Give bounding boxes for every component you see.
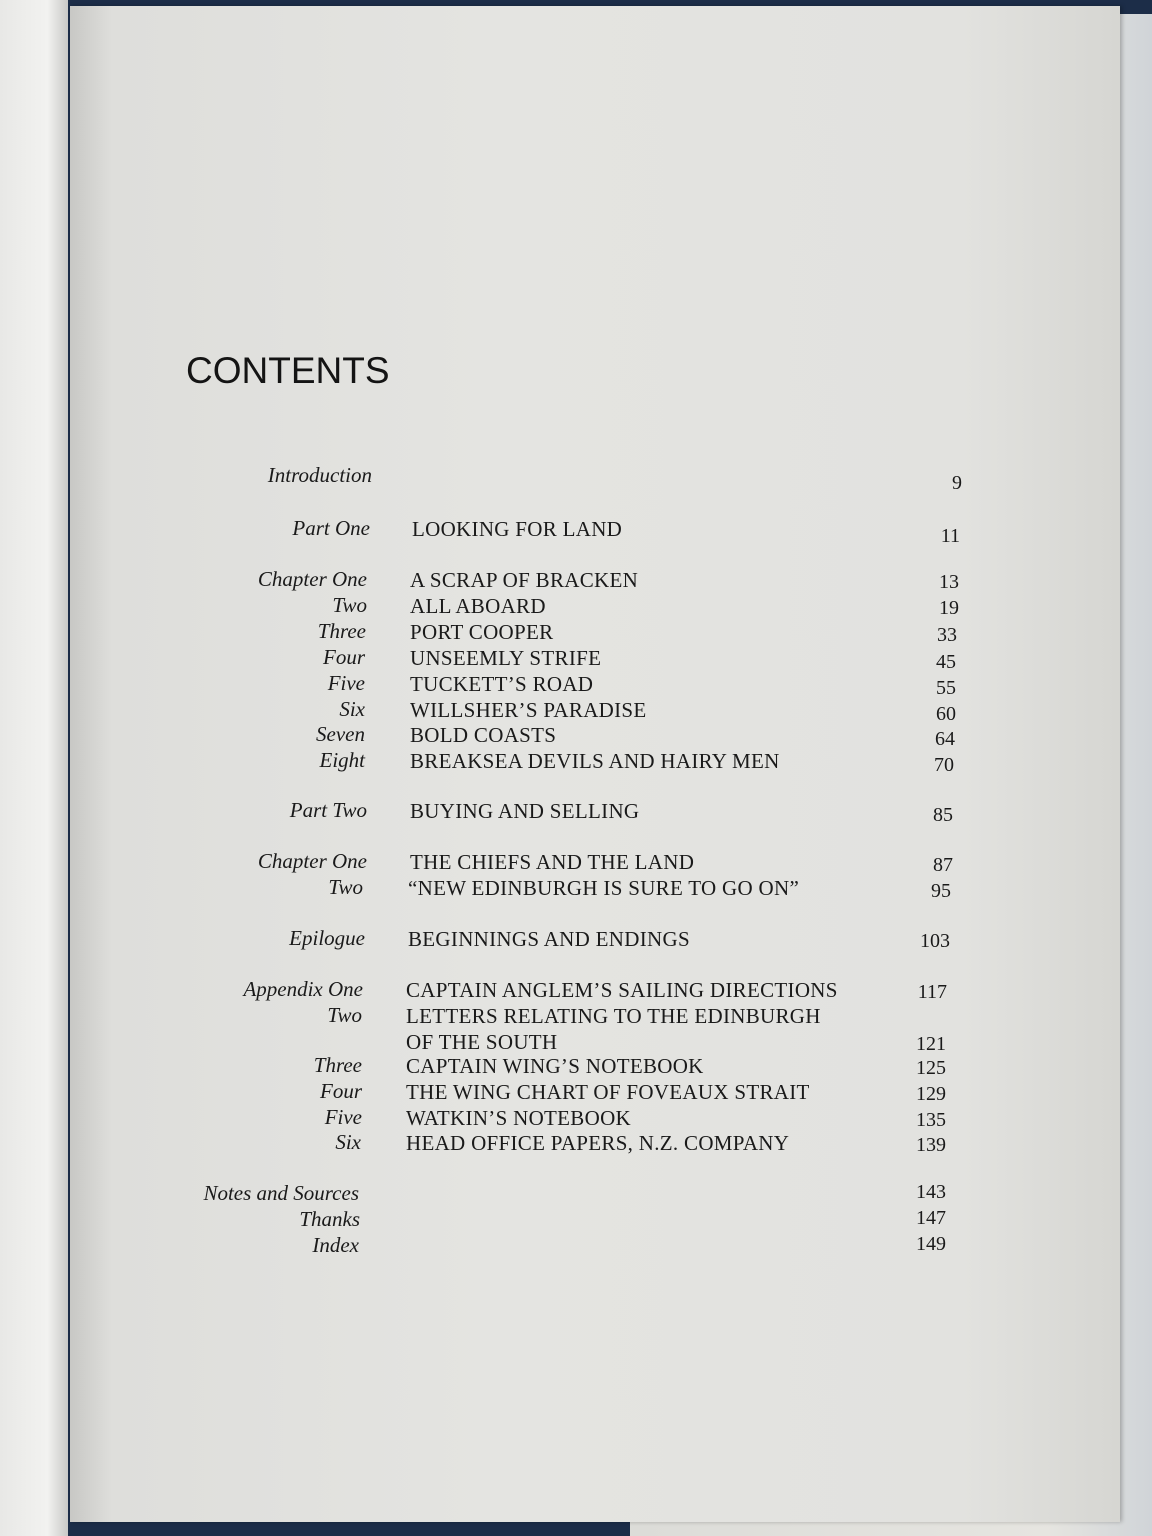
toc-entry-title-line: OF THE SOUTH xyxy=(406,1030,558,1054)
toc-entry-page-number: 129 xyxy=(916,1083,946,1105)
toc-entry xyxy=(0,516,1152,547)
toc-entry-label: Four xyxy=(320,1079,362,1103)
toc-entry-title xyxy=(412,516,622,542)
toc-entry-title-line: UNSEEMLY STRIFE xyxy=(410,646,602,670)
toc-entry-page-number: 87 xyxy=(933,854,953,876)
toc-entry-label: Seven xyxy=(316,722,365,746)
toc-entry-title-line: CAPTAIN ANGLEM’S SAILING DIRECTIONS xyxy=(406,978,838,1002)
toc-entry-title xyxy=(406,1053,704,1079)
toc-entry-title xyxy=(406,1079,810,1105)
toc-entry-label: Five xyxy=(324,1105,362,1129)
toc-entry-title-line: TUCKETT’S ROAD xyxy=(410,672,594,696)
toc-entry-page-number: 125 xyxy=(916,1057,946,1079)
toc-entry-label: Notes and Sources xyxy=(203,1181,359,1205)
toc-entry-page-number: 70 xyxy=(934,754,954,776)
toc-entry-label: Thanks xyxy=(299,1207,360,1231)
toc-entry xyxy=(0,645,1152,671)
toc-entry xyxy=(0,977,1152,1003)
toc-entry-page-number: 121 xyxy=(916,1033,946,1055)
toc-entry-page-number: 11 xyxy=(940,525,960,547)
toc-entry-title xyxy=(406,1105,631,1131)
toc-entry xyxy=(0,1207,1152,1233)
toc-entry-title xyxy=(410,748,780,774)
toc-entry-title xyxy=(408,926,690,952)
toc-entry-page-number: 149 xyxy=(916,1233,946,1255)
toc-entry-label: Two xyxy=(327,1003,362,1027)
toc-entry-label: Chapter One xyxy=(257,567,367,591)
toc-entry-page-number: 103 xyxy=(920,930,950,952)
toc-entry xyxy=(0,1105,1152,1131)
toc-entry xyxy=(0,463,1152,494)
toc-entry-label: Two xyxy=(328,875,363,899)
toc-entry-page-number: 64 xyxy=(935,728,955,750)
toc-entry-title xyxy=(410,722,556,748)
toc-entry-page-number: 9 xyxy=(952,472,962,494)
toc-entry-title-line: BREAKSEA DEVILS AND HAIRY MEN xyxy=(410,749,780,773)
toc-entry-title-line: A SCRAP OF BRACKEN xyxy=(410,568,639,592)
toc-entry xyxy=(0,722,1152,748)
toc-entry xyxy=(0,567,1152,593)
toc-entry-title-line: CAPTAIN WING’S NOTEBOOK xyxy=(406,1054,704,1078)
toc-entry-page-number: 117 xyxy=(917,981,947,1003)
toc-entry-title xyxy=(408,875,799,901)
toc-entry xyxy=(0,849,1152,875)
toc-entry xyxy=(0,926,1152,952)
toc-entry-title-line: LOOKING FOR LAND xyxy=(412,517,623,541)
toc-entry-label: Three xyxy=(313,1053,362,1077)
toc-entry-label: Six xyxy=(335,1130,361,1154)
toc-entry xyxy=(0,671,1152,697)
toc-entry-label: Appendix One xyxy=(243,977,363,1001)
toc-entry-title-line: BEGINNINGS AND ENDINGS xyxy=(408,927,690,951)
toc-entry-label: Epilogue xyxy=(289,926,365,950)
toc-entry-page-number: 19 xyxy=(939,597,959,619)
toc-entry xyxy=(0,1181,1152,1207)
toc-entry xyxy=(0,697,1152,723)
toc-entry-title-line: WATKIN’S NOTEBOOK xyxy=(406,1106,631,1130)
toc-entry-label: Six xyxy=(339,697,365,721)
toc-entry-title-line: LETTERS RELATING TO THE EDINBURGH xyxy=(406,1004,821,1028)
toc-entry xyxy=(0,1233,1152,1259)
toc-entry-title-line: THE CHIEFS AND THE LAND xyxy=(410,850,695,874)
toc-entry-label: Eight xyxy=(319,748,365,772)
toc-entry-title xyxy=(410,645,601,671)
toc-entry-title-line: BUYING AND SELLING xyxy=(410,799,640,823)
toc-entry-title-line: BOLD COASTS xyxy=(410,723,557,747)
toc-entry-title xyxy=(406,1130,789,1156)
toc-entry xyxy=(0,875,1152,901)
toc-entry-label: Four xyxy=(323,645,365,669)
toc-entry-page-number: 45 xyxy=(936,651,956,673)
toc-entry-title xyxy=(410,798,639,824)
toc-entry-title xyxy=(410,671,593,697)
toc-entry-title xyxy=(410,697,647,723)
toc-entry-title-line: THE WING CHART OF FOVEAUX STRAIT xyxy=(406,1080,810,1104)
toc-entry xyxy=(0,619,1152,645)
toc-entry-title xyxy=(410,619,553,645)
toc-entry-title-line: “NEW EDINBURGH IS SURE TO GO ON” xyxy=(408,876,800,900)
toc-entry-label: Part One xyxy=(292,516,370,540)
toc-entry-label: Two xyxy=(332,593,367,617)
toc-entry-label: Part Two xyxy=(289,798,367,822)
toc-entry-title-line: ALL ABOARD xyxy=(410,594,546,618)
page-title: CONTENTS xyxy=(186,350,390,391)
toc-entry-title xyxy=(410,593,546,619)
toc-entry xyxy=(0,1079,1152,1105)
toc-entry-page-number: 135 xyxy=(916,1109,946,1131)
toc-entry-title xyxy=(406,1003,821,1055)
toc-entry-label: Five xyxy=(327,671,365,695)
toc-entry-label: Three xyxy=(317,619,366,643)
toc-entry-title-line: WILLSHER’S PARADISE xyxy=(410,698,647,722)
toc-entry-page-number: 60 xyxy=(936,703,956,725)
toc-entry-label: Chapter One xyxy=(257,849,367,873)
toc-entry-label: Introduction xyxy=(267,463,372,487)
toc-entry-page-number: 95 xyxy=(931,880,951,902)
toc-entry-page-number: 139 xyxy=(916,1134,946,1156)
toc-entry xyxy=(0,1003,1152,1055)
toc-entry xyxy=(0,748,1152,774)
toc-entry xyxy=(0,593,1152,619)
toc-entry-title xyxy=(410,567,638,593)
toc-entry-title-line: PORT COOPER xyxy=(410,620,554,644)
toc-entry-page-number: 33 xyxy=(937,624,957,646)
toc-entry-page-number: 55 xyxy=(936,677,956,699)
toc-entry-title-line: HEAD OFFICE PAPERS, N.Z. COMPANY xyxy=(406,1131,790,1155)
toc-entry-title xyxy=(410,849,694,875)
toc-entry-page-number: 13 xyxy=(939,571,959,593)
toc-entry-page-number: 147 xyxy=(916,1207,946,1229)
toc-entry xyxy=(0,1053,1152,1079)
toc-entry-title xyxy=(406,977,838,1003)
toc-entry xyxy=(0,1130,1152,1156)
toc-entry-page-number: 85 xyxy=(933,804,953,826)
toc-entry xyxy=(0,798,1152,824)
toc-entry-label: Index xyxy=(312,1233,359,1257)
toc-entry-page-number: 143 xyxy=(916,1181,946,1203)
